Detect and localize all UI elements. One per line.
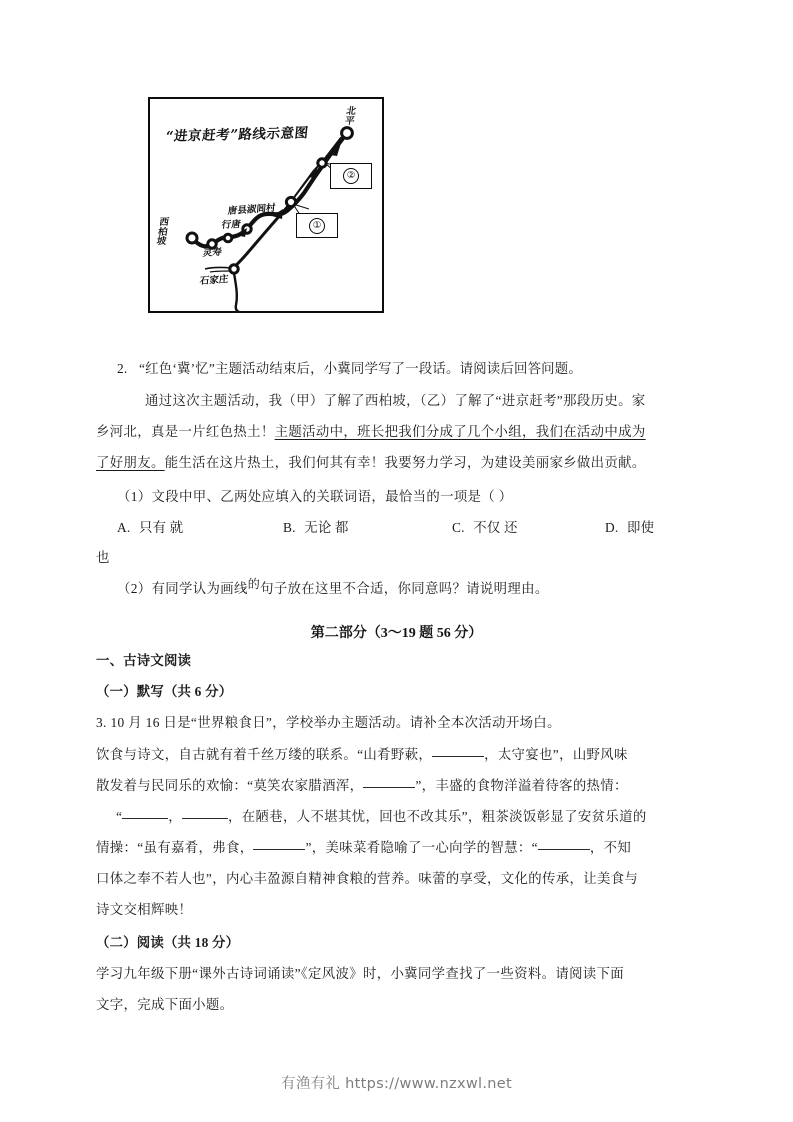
route-map-figure xyxy=(148,97,384,313)
poetry-l2-a: 散发着与民同乐的欢愉：“莫笑农家腊酒浑， xyxy=(96,778,364,793)
option-a[interactable] xyxy=(117,521,183,534)
option-d-text: 即使 xyxy=(626,520,655,535)
label-xingtang: 行唐 xyxy=(221,219,242,231)
passage-line-2-underlined: 主题活动中，班长把我们分成了几个小组，我们在活动中成为 xyxy=(274,424,646,439)
poetry-l2-b: ”，丰盛的食物洋溢着待客的热情： xyxy=(415,778,628,793)
callout-1-number: ① xyxy=(309,218,325,234)
poetry-line-3 xyxy=(116,810,647,823)
passage-line-2 xyxy=(96,425,646,438)
poetry-line-5: 口体之奉不若人也”，内心丰盈源自精神食粮的营养。味蕾的享受，文化的传承，让美食与 xyxy=(96,871,639,886)
passage-line-1: 通过这次主题活动，我（甲）了解了西柏坡，（乙）了解了“进京赶考”那段历史。家 xyxy=(145,393,646,408)
label-shijiazhuang: 石家庄 xyxy=(199,274,229,287)
reading-intro-line-2: 文字，完成下面小题。 xyxy=(96,997,234,1012)
option-a-key: A. xyxy=(117,520,131,535)
passage-line-3 xyxy=(96,456,646,469)
label-lingshou: 灵寿 xyxy=(202,246,223,259)
option-b-text: 无论 都 xyxy=(304,520,349,535)
blank-2[interactable] xyxy=(363,787,415,788)
blank-5[interactable] xyxy=(253,849,305,850)
passage-line-3-underlined: 了好朋友。 xyxy=(96,455,165,470)
section-1-heading: 一、古诗文阅读 xyxy=(96,653,192,668)
poetry-l3-c: ，在陋巷，人不堪其忧，回也不改其乐”，粗茶淡饭彰显了安贫乐道的 xyxy=(228,809,647,824)
sub2-after: 句子放在这里不合适，你同意吗？请说明理由。 xyxy=(260,581,549,596)
poetry-l4-b: ”，美味菜肴隐喻了一心向学的智慧：“ xyxy=(305,840,538,855)
blank-3[interactable] xyxy=(122,818,168,819)
poetry-l3-b: ， xyxy=(168,809,183,824)
poetry-l1-b: ，太守宴也”，山野风味 xyxy=(484,747,628,762)
label-tangxian-shuluucun: 唐县淑闾村 xyxy=(227,202,276,217)
poetry-line-1 xyxy=(96,748,628,761)
option-d-key: D. xyxy=(605,520,619,535)
subsection-a-heading: （一）默写（共 6 分） xyxy=(96,684,233,699)
subsection-b-heading: （二）阅读（共 18 分） xyxy=(96,935,240,950)
question-3-stem: 3. 10 月 16 日是“世界粮食日”，学校举办主题活动。请补全本次活动开场白。 xyxy=(96,715,561,730)
figure-title: “进京赶考”路线示意图 xyxy=(164,125,310,145)
poetry-line-2 xyxy=(96,779,628,792)
option-a-text: 只有 就 xyxy=(138,520,184,535)
sub2-superscript-de: 的 xyxy=(247,577,261,591)
label-beiping: 北 平 xyxy=(344,106,357,127)
blank-4[interactable] xyxy=(182,818,228,819)
option-c-text: 不仅 还 xyxy=(473,520,518,535)
poetry-l1-a: 饮食与诗文，自古就有着千丝万缕的联系。“山肴野蔌， xyxy=(96,747,433,762)
question-2-sub-2 xyxy=(117,577,549,596)
question-2-line xyxy=(117,362,582,375)
passage-line-3-plain: 能生活在这片热土，我们何其有幸！我要努力学习，为建设美丽家乡做出贡献。 xyxy=(164,455,646,470)
poetry-line-4 xyxy=(96,841,631,854)
poetry-l4-a: 情操：“虽有嘉肴，弗食， xyxy=(96,840,254,855)
poetry-l4-c: ，不知 xyxy=(589,840,632,855)
reading-intro-line-1: 学习九年级下册“课外古诗词诵读”《定风波》时，小冀同学查找了一些资料。请阅读下面 xyxy=(96,966,625,981)
option-c[interactable] xyxy=(452,521,518,534)
passage-line-2-plain: 乡河北，真是一片红色热土！ xyxy=(96,424,275,439)
option-c-key: C. xyxy=(452,520,465,535)
poetry-line-6: 诗文交相辉映！ xyxy=(96,902,193,917)
footer-watermark: 有渔有礼 https://www.nzxwl.net xyxy=(281,1076,512,1092)
label-xibaipo: 西 柏 坡 xyxy=(155,217,170,248)
sub2-before: （2）有同学认为画线 xyxy=(117,581,248,596)
poetry-l3-a: “ xyxy=(116,809,123,824)
question-2-stem: “红色‘冀’忆”主题活动结束后，小冀同学写了一段话。请阅读后回答问题。 xyxy=(139,361,582,376)
callout-box-1 xyxy=(296,213,338,238)
blank-1[interactable] xyxy=(432,756,484,757)
option-b-key: B. xyxy=(283,520,296,535)
question-2-number: 2. xyxy=(117,361,128,376)
option-d-wrap: 也 xyxy=(96,550,110,565)
option-d[interactable] xyxy=(605,521,654,534)
option-b[interactable] xyxy=(283,521,349,534)
callout-box-2 xyxy=(330,163,372,189)
blank-6[interactable] xyxy=(538,849,590,850)
question-2-sub-1: （1）文段中甲、乙两处应填入的关联词语，最恰当的一项是（ ） xyxy=(117,489,513,504)
callout-2-number: ② xyxy=(343,168,359,184)
part-2-heading: 第二部分（3～19 题 56 分） xyxy=(310,626,483,641)
